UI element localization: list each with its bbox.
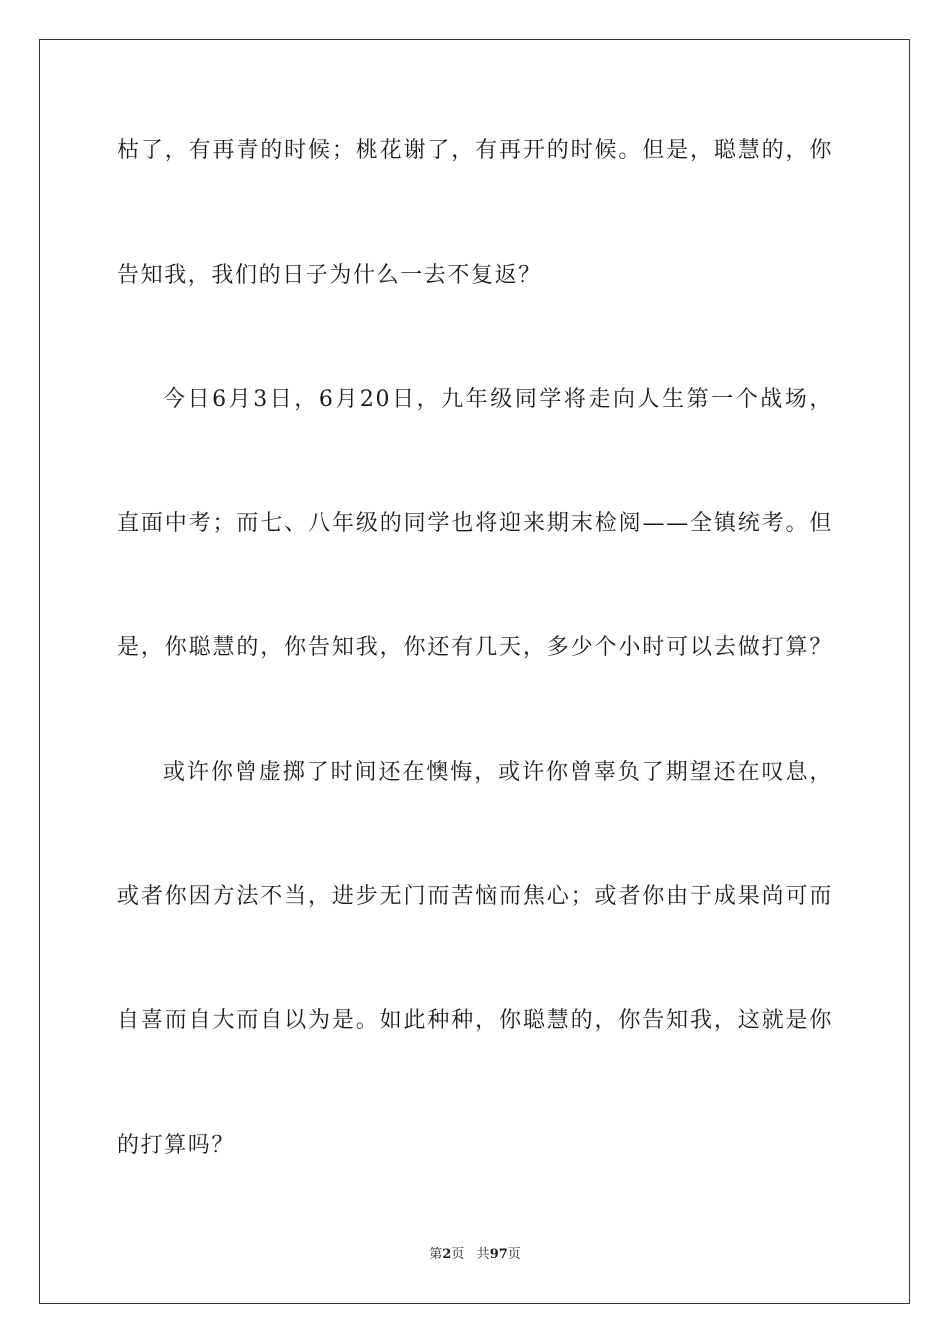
page-suffix: 页 — [451, 1247, 465, 1262]
page-prefix: 第 — [429, 1247, 443, 1262]
paragraph-line-4: 直面中考；而七、八年级的同学也将迎来期末检阅——全镇统考。但 — [117, 511, 833, 536]
paragraph-line-5: 是，你聪慧的，你告知我，你还有几天，多少个小时可以去做打算？ — [117, 635, 833, 660]
paragraph-line-1: 枯了，有再青的时候；桃花谢了，有再开的时候。但是，聪慧的，你 — [117, 138, 833, 163]
paragraph-line-6: 或许你曾虚掷了时间还在懊悔，或许你曾辜负了期望还在叹息， — [163, 760, 833, 785]
page-number: 2 — [442, 1247, 452, 1262]
page-footer — [0, 1246, 950, 1264]
total-suffix: 页 — [507, 1247, 521, 1262]
total-prefix: 共 — [476, 1247, 490, 1262]
page-border — [39, 39, 910, 1304]
paragraph-line-9: 的打算吗？ — [117, 1133, 236, 1158]
total-pages: 97 — [489, 1247, 508, 1262]
paragraph-line-7: 或者你因方法不当，进步无门而苦恼而焦心；或者你由于成果尚可而 — [117, 884, 833, 909]
paragraph-line-2: 告知我，我们的日子为什么一去不复返？ — [117, 263, 542, 288]
paragraph-line-3: 今日6月3日，6月20日，九年级同学将走向人生第一个战场， — [163, 387, 833, 412]
paragraph-line-8: 自喜而自大而自以为是。如此种种，你聪慧的，你告知我，这就是你 — [117, 1008, 833, 1033]
